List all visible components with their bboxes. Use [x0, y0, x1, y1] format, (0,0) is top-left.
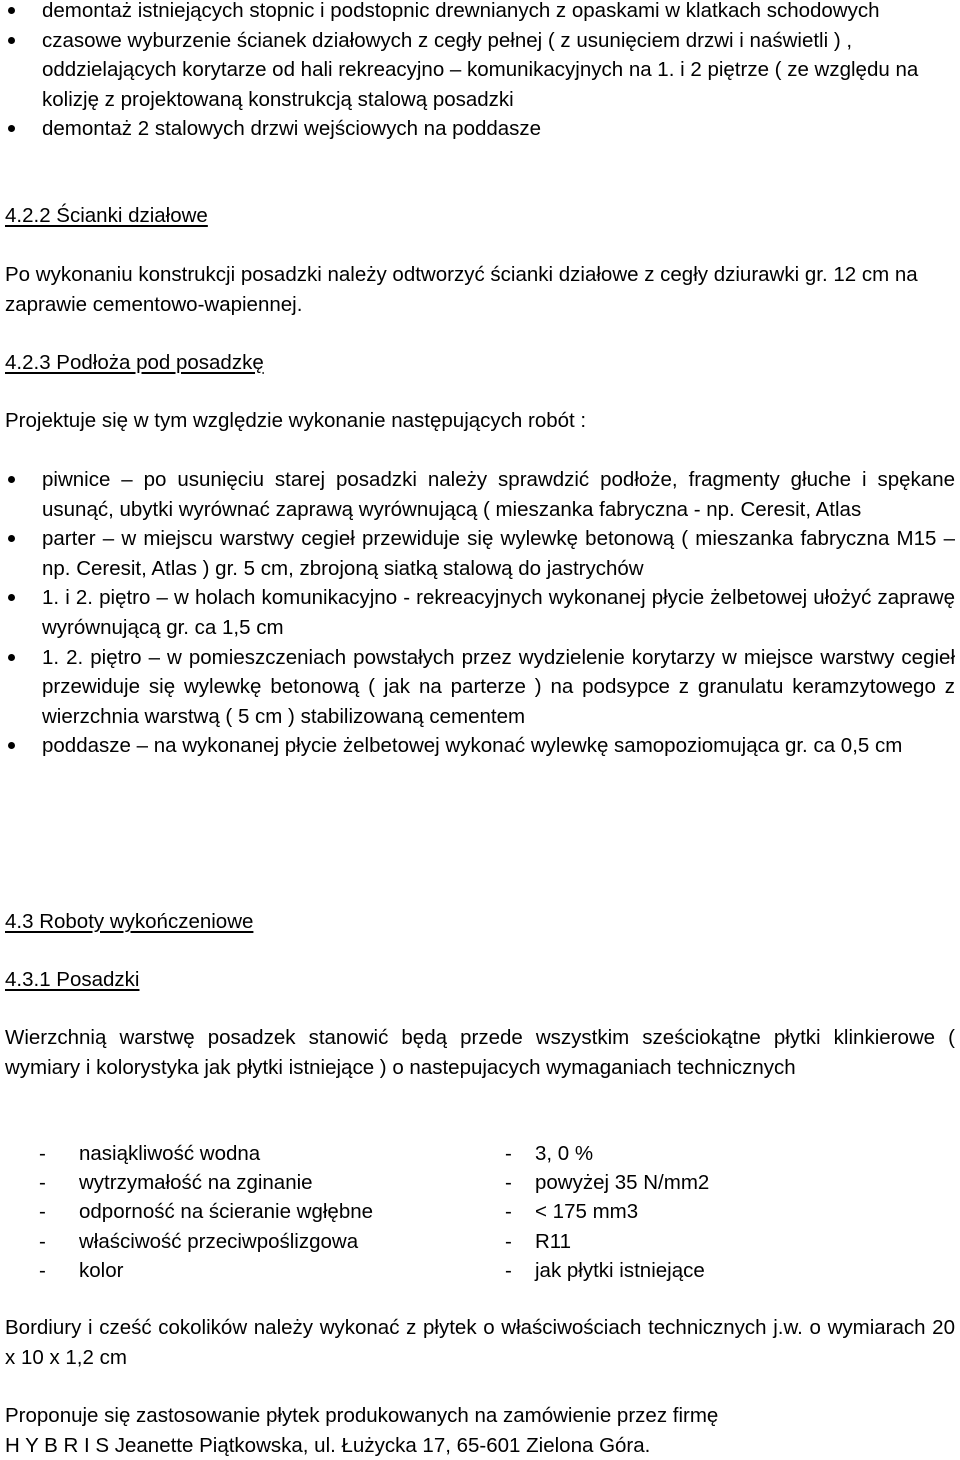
- borders-paragraph: Bordiury i cześć cokolików należy wykonać z płytek o właściwościach technicznych j.w. o wymiarach 20 x 10 x 1,2 cm: [5, 1316, 955, 1369]
- list-item: czasowe wyburzenie ścianek działowych z cegły pełnej ( z usunięciem drzwi i naświetli ) , oddzielających korytarze od hali rekreacyjno – komunikacyjnych na 1. i 2 piętrze ( ze względu na kolizję z projektowaną konstrukcją stalową posadzki: [5, 26, 955, 115]
- proposal-line: Proponuje się zastosowanie płytek produkowanych na zamówienie przez firmę: [5, 1404, 719, 1427]
- section-4-2-3-intro: Projektuje się w tym względzie wykonanie następujących robót :: [5, 409, 587, 432]
- tile-specs-list: [5, 1139, 905, 1285]
- spec-value: R11: [535, 1229, 572, 1253]
- spec-row: [5, 1139, 905, 1168]
- spec-value: jak płytki istniejące: [535, 1258, 705, 1282]
- spec-dash: -: [505, 1258, 512, 1282]
- spec-label: odporność na ścieranie wgłębne: [79, 1200, 374, 1224]
- list-item: 1. 2. piętro – w pomieszczeniach powstałych przez wydzielenie korytarzy w miejsce warstwy cegieł przewiduje się wylewkę betonową ( jak na parterze ) na podsypce z granulatu keramzytowego z wierzchnia warstwą ( 5 cm ) stabilizowaną cementem: [5, 643, 955, 732]
- spec-dash: -: [505, 1142, 512, 1165]
- spec-dash: -: [39, 1171, 46, 1195]
- demolition-list: [5, 0, 955, 144]
- section-heading-4-3: 4.3 Roboty wykończeniowe: [5, 910, 254, 933]
- spec-value: < 175 mm3: [535, 1200, 639, 1224]
- spec-label: właściwość przeciwpoślizgowa: [79, 1229, 359, 1253]
- spec-row: [5, 1256, 905, 1285]
- list-item: piwnice – po usunięciu starej posadzki należy sprawdzić podłoże, fragmenty głuche i spękane usunąć, ubytki wyrównać zaprawą wyrównującą ( mieszanka fabryczna - np. Ceresit, Atlas: [5, 465, 955, 524]
- spec-dash: -: [39, 1200, 46, 1224]
- spec-label: nasiąkliwość wodna: [79, 1142, 261, 1165]
- spec-label: kolor: [79, 1258, 124, 1282]
- proposal-paragraph: [5, 1401, 955, 1460]
- section-heading-4-3-1: 4.3.1 Posadzki: [5, 968, 140, 991]
- list-item: demontaż 2 stalowych drzwi wejściowych na poddasze: [5, 114, 955, 144]
- spec-dash: -: [39, 1142, 46, 1165]
- list-item: 1. i 2. piętro – w holach komunikacyjno - rekreacyjnych wykonanej płycie żelbetowej ułożyć zaprawę wyrównującą gr. ca 1,5 cm: [5, 583, 955, 642]
- section-heading-4-2-2: 4.2.2 Ścianki działowe: [5, 204, 208, 227]
- spec-row: [5, 1197, 905, 1226]
- substrate-list: [5, 465, 955, 761]
- spec-label: wytrzymałość na zginanie: [79, 1171, 313, 1195]
- spec-dash: -: [505, 1171, 512, 1195]
- spec-dash: -: [39, 1258, 46, 1282]
- spec-row: [5, 1227, 905, 1256]
- section-heading-4-2-3: 4.2.3 Podłoża pod posadzkę: [5, 351, 264, 374]
- list-item: demontaż istniejących stopnic i podstopnic drewnianych z opaskami w klatkach schodowych: [5, 0, 955, 26]
- supplier-address: H Y B R I S Jeanette Piątkowska, ul. Łużycka 17, 65-601 Zielona Góra.: [5, 1433, 651, 1457]
- list-item: parter – w miejscu warstwy cegieł przewiduje się wylewkę betonową ( mieszanka fabryczna M15 – np. Ceresit, Atlas ) gr. 5 cm, zbrojoną siatką stalową do jastrychów: [5, 524, 955, 583]
- spec-value: powyżej 35 N/mm2: [535, 1171, 710, 1195]
- spec-dash: -: [39, 1229, 46, 1253]
- list-item: poddasze – na wykonanej płycie żelbetowej wykonać wylewkę samopoziomująca gr. ca 0,5 cm: [5, 731, 955, 761]
- spec-value: 3, 0 %: [535, 1142, 594, 1165]
- section-4-3-1-intro: Wierzchnią warstwę posadzek stanowić będą przede wszystkim sześciokątne płytki klinkierowe ( wymiary i kolorystyka jak płytki istniejące ) o nastepujacych wymaganiach technicznych: [5, 1026, 955, 1079]
- spec-row: [5, 1168, 905, 1197]
- spec-dash: -: [505, 1229, 512, 1253]
- section-4-2-2-text: Po wykonaniu konstrukcji posadzki należy odtworzyć ścianki działowe z cegły dziurawki gr. 12 cm na zaprawie cementowo-wapiennej.: [5, 263, 918, 316]
- spec-dash: -: [505, 1200, 512, 1224]
